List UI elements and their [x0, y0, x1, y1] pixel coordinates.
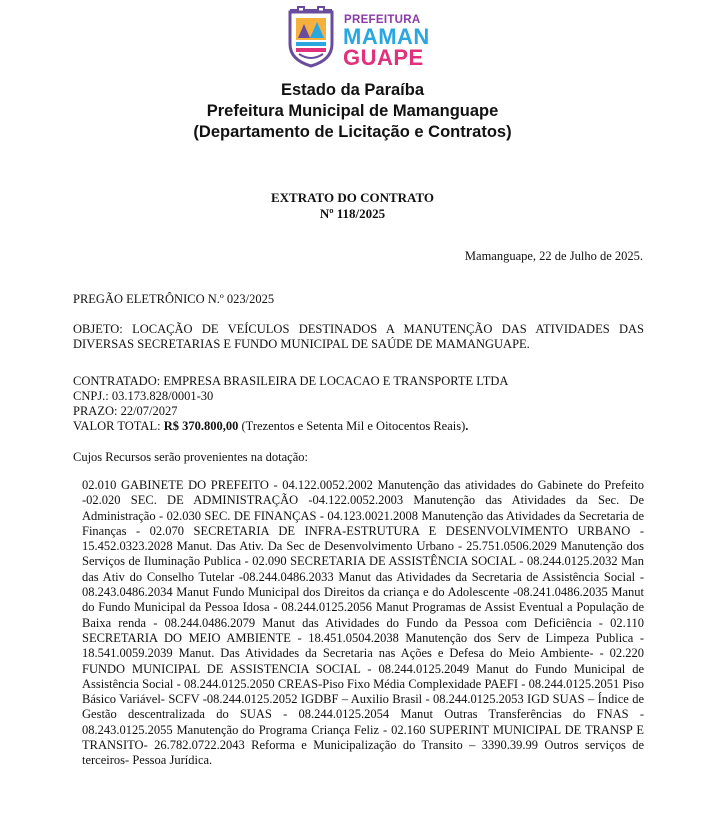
state-heading: Estado da Paraíba: [280, 81, 425, 99]
valor-total-line: [73, 419, 468, 434]
prefeitura-logo: [284, 6, 444, 72]
cnpj-line: CNPJ.: 03.173.828/0001-30: [73, 389, 214, 403]
extract-number: Nº 118/2025: [319, 206, 386, 221]
city-shield-icon: [284, 6, 338, 68]
recursos-intro: Cujos Recursos serão provenientes na dotação:: [73, 450, 309, 464]
valor-words: (Trezentos e Setenta Mil e Oitocentos Reais): [238, 419, 466, 433]
valor-label: VALOR TOTAL:: [73, 419, 164, 433]
logo-guape-text: GUAPE: [343, 45, 424, 70]
valor-amount: R$ 370.800,00: [163, 419, 239, 433]
contratado-line: CONTRATADO: EMPRESA BRASILEIRA DE LOCACAO E TRANSPORTE LTDA: [73, 374, 509, 388]
logo-prefeitura-text: PREFEITURA: [344, 14, 421, 26]
department-heading: (Departamento de Licitação e Contratos): [193, 123, 512, 141]
objeto-paragraph: OBJETO: LOCAÇÃO DE VEÍCULOS DESTINADOS A MANUTENÇÃO DAS ATIVIDADES DAS DIVERSAS SECRETARIAS E FUNDO MUNICIPAL DE SAÚDE DE MAMANGUAPE.: [73, 322, 644, 352]
logo-maman-text: MAMAN: [343, 24, 430, 49]
document-date: Mamanguape, 22 de Julho de 2025.: [464, 249, 643, 263]
valor-end: .: [465, 419, 469, 433]
extract-title: EXTRATO DO CONTRATO: [270, 190, 434, 205]
pregao-line: PREGÃO ELETRÔNICO N.º 023/2025: [73, 292, 275, 306]
city-hall-heading: Prefeitura Municipal de Mamanguape: [206, 102, 499, 120]
dotacao-paragraph: 02.010 GABINETE DO PREFEITO - 04.122.0052.2002 Manutenção das atividades do Gabinete do Prefeito -02.020 SEC. DE ADMINISTRAÇÃO -04.122.0052.2003 Manutenção das Atividades da Sec. De Administração - 02.030 SEC. DE FINANÇAS - 04.123.0021.2008 Manutenção das Atividades da Secretaria de Finanças - 02.070 SECRETARIA DE INFRA-ESTRUTURA E DESENVOLVIMENTO URBANO - 15.452.0323.2028 Manut. Das Ativ. Da Sec de Desenvolvimento Urbano - 25.751.0506.2029 Manutenção dos Serviços de Iluminação Publica - 02.090 SECRETARIA DE ASSISTÊNCIA SOCIAL - 08.244.0125.2032 Man das Ativ do Conselho Tutelar -08.244.0486.2033 Manut das Atividades da Secretaria de Assistência Social - 08.243.0486.2034 Manut Fundo Municipal dos Direitos da criança e do Adolescente -08.241.0486.2035 Manut do Fundo Municipal da Pessoa Idosa - 08.244.0125.2056 Manut Programas de Assist Eventual a População de Baixa renda - 08.244.0486.2079 Manut das Atividades do Fundo da Pessoa com Deficiência - 02.110 SECRETARIA DO MEIO AMBIENTE - 18.451.0504.2038 Manutenção dos Serv de Limpeza Publica - 18.541.0059.2039 Manut. Das Atividades da Secretaria nas Ações e Defesa do Meio Ambiente- - 02.220 FUNDO MUNICIPAL DE ASSISTENCIA SOCIAL - 08.244.0125.2049 Manut do Fundo Municipal de Assistência Social - 08.244.0125.2050 CREAS-Piso Fixo Média Complexidade PAEFI - 08.244.0125.2051 Piso Básico Variável- SCFV -08.244.0125.2052 IGDBF – Auxilio Brasil - 08.244.0125.2053 IGD SUAS – Índice de Gestão descentralizada do SUAS - 08.244.0125.2054 Manut Outras Transferências do FNAS - 08.243.0125.2055 Manutenção do Programa Criança Feliz - 02.160 SUPERINT MUNICIPAL DE TRANSP E TRANSITO- 26.782.0722.2043 Reforma e Municipalização do Transito – 3390.39.99 Outros serviços de terceiros- Pessoa Jurídica.: [82, 478, 644, 768]
prazo-line: PRAZO: 22/07/2027: [73, 404, 178, 418]
